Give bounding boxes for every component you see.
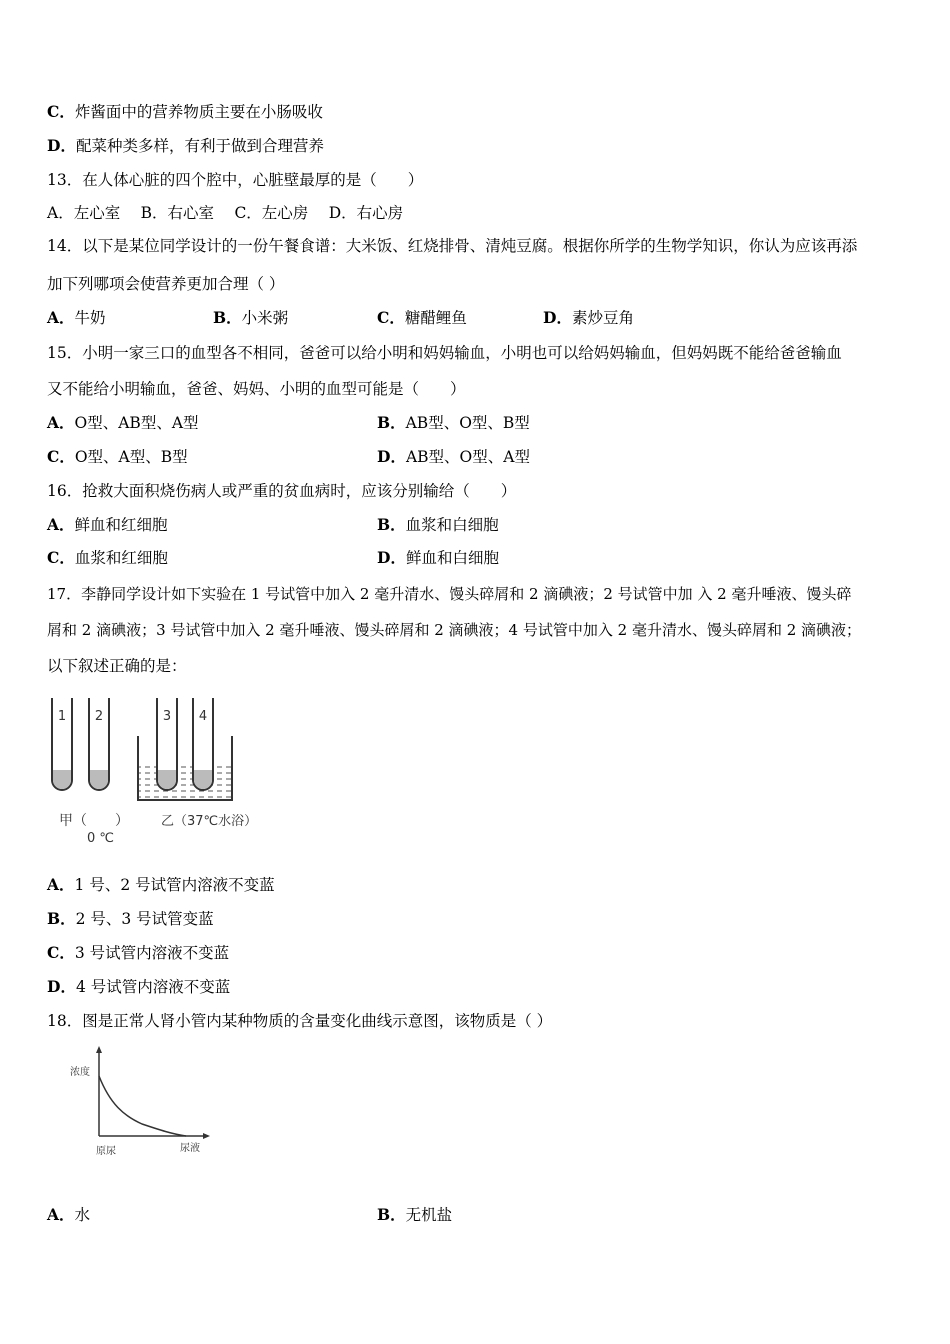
option-label: C． (377, 308, 405, 327)
tube-4-label: 4 (198, 709, 208, 724)
option-text: AB型、O型、A型 (405, 448, 530, 466)
water-bath (138, 736, 232, 800)
option-text: 炸酱面中的营养物质主要在小肠吸收 (74, 103, 323, 121)
q17-option-b (47, 909, 214, 929)
q15-option-b (377, 413, 530, 433)
q14-stem-line2: 加下列哪项会使营养更加合理（ ） (47, 275, 285, 293)
q16-option-b (377, 515, 499, 535)
option-label: D． (47, 136, 76, 155)
q15-option-d (377, 447, 530, 467)
option-label: B． (377, 515, 406, 534)
option-text: 1 号、2 号试管内溶液不变蓝 (74, 876, 275, 894)
option-text: 鲜血和红细胞 (74, 516, 168, 534)
option-label: B． (213, 308, 242, 327)
q16-option-c (47, 548, 168, 568)
q16-option-d (377, 548, 499, 568)
q15-option-a (47, 413, 199, 433)
option-label: A． (47, 515, 75, 534)
tube-3-label: 3 (162, 709, 172, 724)
option-label: B． (377, 1205, 406, 1224)
option-label: B． (47, 909, 76, 928)
option-label: C． (47, 548, 75, 567)
option-text: AB型、O型、B型 (405, 414, 530, 432)
option-text: 2 号、3 号试管变蓝 (75, 910, 214, 928)
option-text: 鲜血和白细胞 (405, 549, 499, 567)
concentration-curve (99, 1076, 186, 1136)
q14-option-b (213, 308, 288, 328)
x-start-label: 原尿 (96, 1146, 116, 1157)
q14-stem-line1: 14．以下是某位同学设计的一份午餐食谱：大米饭、红烧排骨、清炖豆腐。根据你所学的生物学知识，你认为应该再添 (47, 237, 858, 255)
q14-option-a (47, 308, 106, 328)
option-text: 配菜种类多样，有利于做到合理营养 (75, 137, 324, 155)
option-label: B． (377, 413, 406, 432)
option-label: A． (47, 1205, 75, 1224)
q17-stem-line1: 17．李静同学设计如下实验在 1 号试管中加入 2 毫升清水、馒头碎屑和 2 滴碘液；2 号试管中加 入 2 毫升唾液、馒头碎 (47, 585, 852, 603)
option-text: 4 号试管内溶液不变蓝 (75, 978, 231, 996)
option-text: 3 号试管内溶液不变蓝 (74, 944, 230, 962)
x-end-label: 尿液 (180, 1143, 200, 1154)
option-label: D． (543, 308, 572, 327)
q13-stem: 13．在人体心脏的四个腔中，心脏壁最厚的是（ ） (47, 171, 424, 189)
option-label: C． (47, 943, 75, 962)
q17-stem-line3: 以下叙述正确的是： (47, 657, 187, 675)
option-text: 糖醋鲤鱼 (404, 309, 467, 327)
option-text: 水 (74, 1206, 91, 1224)
tube-1-label: 1 (57, 709, 67, 724)
q16-option-a (47, 515, 168, 535)
option-label: C． (47, 447, 75, 466)
option-text: 素炒豆角 (571, 309, 634, 327)
q14-option-d (543, 308, 634, 328)
q17-stem-line2: 屑和 2 滴碘液；3 号试管中加入 2 毫升唾液、馒头碎屑和 2 滴碘液；4 号试管中加入 2 毫升清水、馒头碎屑和 2 滴碘液； (47, 621, 862, 639)
option-text: 小米粥 (241, 309, 289, 327)
q15-stem-line1: 15．小明一家三口的血型各不相同，爸爸可以给小明和妈妈输血，小明也可以给妈妈输血，但妈妈既不能给爸爸输血 (47, 344, 842, 362)
x-axis (99, 1133, 210, 1139)
q18-option-a (47, 1205, 90, 1225)
q12-option-d (47, 136, 324, 156)
option-label: A． (47, 308, 75, 327)
option-label: A． (47, 413, 75, 432)
option-text: O型、AB型、A型 (74, 414, 199, 432)
q14-option-c (377, 308, 467, 328)
q17-option-c (47, 943, 229, 963)
q18-option-b (377, 1205, 452, 1225)
option-text: 血浆和红细胞 (74, 549, 168, 567)
option-label: C． (47, 102, 75, 121)
q12-option-c (47, 102, 323, 122)
test-tube-figure (45, 692, 275, 852)
y-axis (96, 1046, 102, 1136)
q17-option-d (47, 977, 230, 997)
option-text: O型、A型、B型 (74, 448, 188, 466)
option-label: A． (47, 875, 75, 894)
q15-stem-line2: 又不能给小明输血，爸爸、妈妈、小明的血型可能是（ ） (47, 380, 466, 398)
label-yi: 乙（37℃水浴） (161, 814, 258, 829)
option-label: D． (47, 977, 76, 996)
q16-stem: 16．抢救大面积烧伤病人或严重的贫血病时，应该分别输给（ ） (47, 482, 517, 500)
option-label: D． (377, 548, 406, 567)
q15-option-c (47, 447, 188, 467)
option-label: D． (377, 447, 406, 466)
concentration-curve-figure (62, 1042, 222, 1162)
option-text: 牛奶 (74, 309, 106, 327)
q13-options: A．左心室 B．右心室 C．左心房 D．右心房 (47, 204, 404, 222)
q18-stem: 18．图是正常人肾小管内某种物质的含量变化曲线示意图，该物质是（ ） (47, 1012, 553, 1030)
label-jia: 甲（ ） (59, 813, 129, 829)
label-temp: 0 ℃ (87, 831, 115, 846)
tube-2-label: 2 (94, 709, 104, 724)
option-text: 无机盐 (405, 1206, 453, 1224)
q17-option-a (47, 875, 275, 895)
option-text: 血浆和白细胞 (405, 516, 499, 534)
y-axis-label: 浓度 (70, 1067, 90, 1078)
